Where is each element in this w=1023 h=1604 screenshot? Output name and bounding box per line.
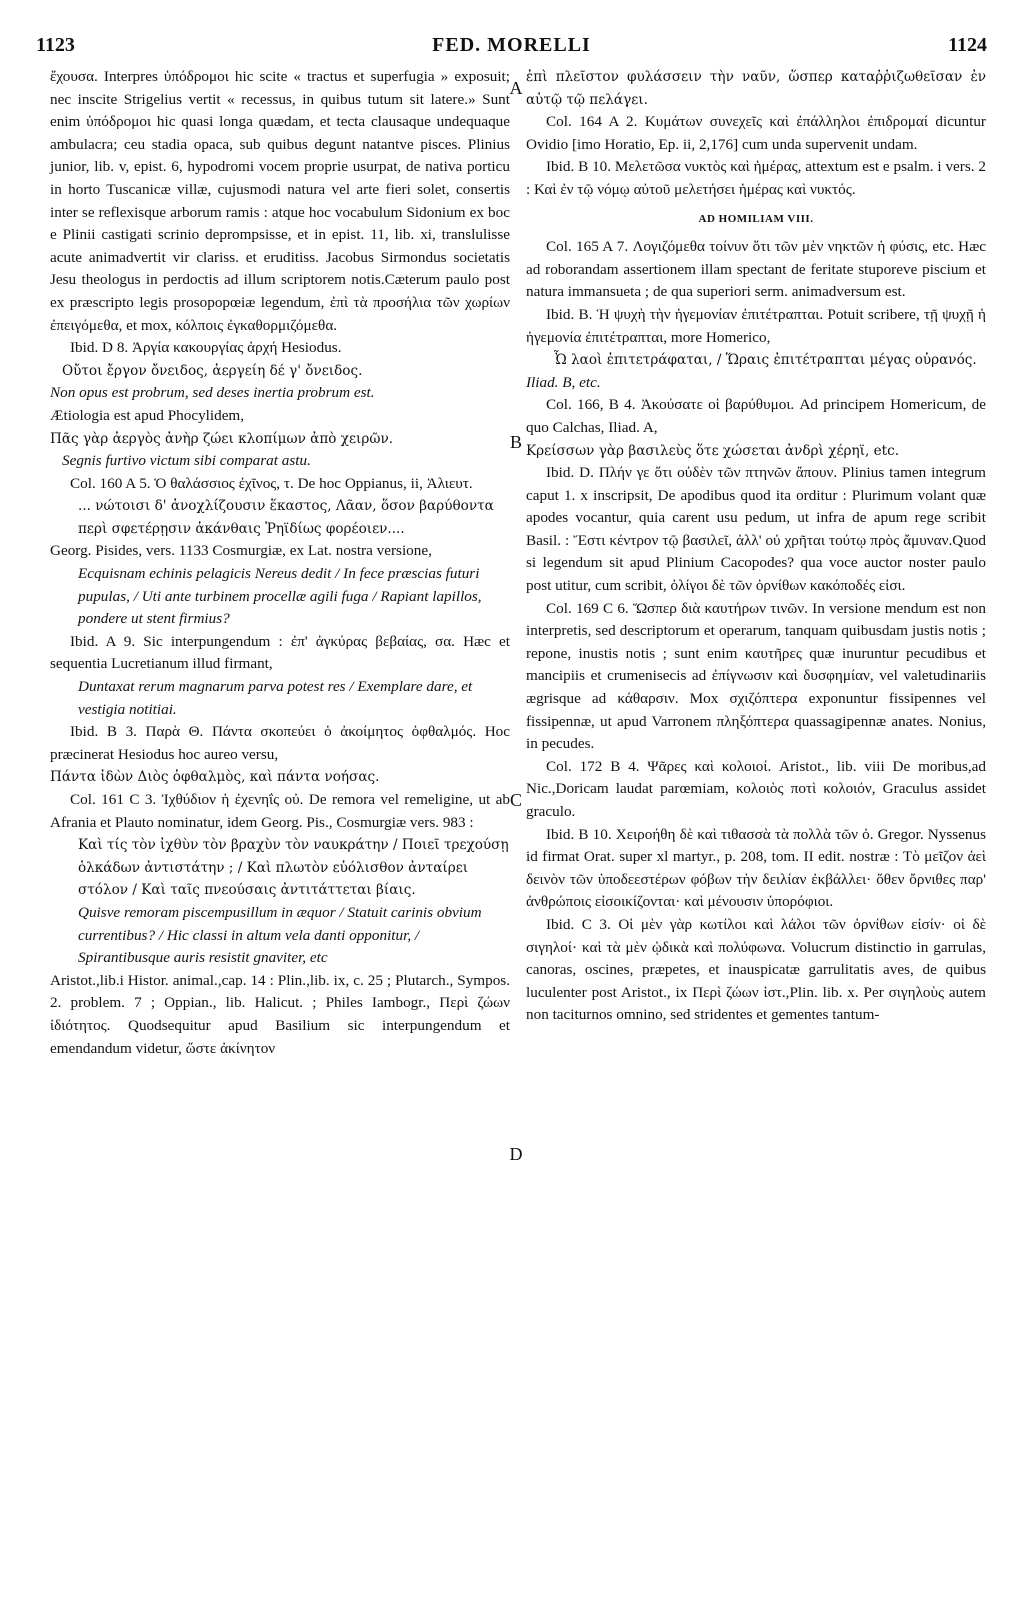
text-paragraph: Aristot.,lib.i Histor. animal.,cap. 14 : Plin.,lib. ix, c. 25 ; Plutarch., Sympos. 2. problem. 7 ; Oppian., lib. Halicut. ; Philes Iambogr., Περὶ ζώων ἰδιότητος. Quodsequitur apud Basilium sic interpungendum et emendandum videtur, ὥστε ἀκίνητον xyxy=(50,971,510,1057)
text-paragraph: Col. 160 A 5. Ὁ θαλάσσιος ἐχῖνος, τ. De hoc Oppianus, ii, Ἁλιευτ. xyxy=(70,474,473,492)
text-paragraph: Col. 166, B 4. Ἀκούσατε οἱ βαρύθυμοι. Ad principem Homericum, de quo Calchas, Iliad. A, xyxy=(526,396,986,436)
text-paragraph: Col. 169 C 6. Ὥσπερ διὰ καυτήρων τινῶν. In versione mendum est non interpretis, sed descriptorum et operarum, tanquam quibusdam justis notis ; repone, inustis notis ; sunt enim καυτῆρες quæ inuruntur pecudibus et mancipiis et crumenisecis ad ἐπίγνωσιν καὶ δυσφημίαν, vel valetudinariis ægrisque ad κάθαρσιν. Mox σχιζόπτερα exponuntur fissipennes vel fissipennæ, ut apud Varronem πληξόπτερα quassagipennæ anates. Nonius, in pecudes. xyxy=(526,599,986,753)
text-paragraph: Ibid. B 3. Παρὰ Θ. Πάντα σκοπεύει ὁ ἀκοίμητος ὀφθαλμός. Hoc præcinerat Hesiodus hoc aureo versu, xyxy=(50,723,510,763)
margin-letter-c: C xyxy=(509,790,522,810)
page-number-right: 1124 xyxy=(948,34,987,56)
text-paragraph: ἔχουσα. Interpres ὑπόδρομοι hic scite « tractus et superfugia » exposuit; nec inscite Strigelius vertit « recessus, in quibus tutum sit latere.» Sunt enim ὑπόδρομοι hic quasi longa quædam, et tecta clausaque undequaque ambulacra; ceu stadia opaca, sub quibus degunt natantve pisces. Plinius junior, lib. v, epist. 6, hypodromi vocem proprie usurpat, de nativa porticu in horto Tuscanicæ villæ, cujusmodi natura vel arte fieri solet, consertis inter se reflexisque arborum ramis : atque hoc vocabulum Sidonium ex boc e Plinii castigati scrinio deprompsisse, et in epist. 11, lib. xi, translulisse acute animadvertit vir clariss. et eruditiss. Jacobus Sirmondus societatis Jesu theologus in perdoctis ad illum scriptorem notis.Cæterum paulo post ex præscripto legis prosopopœiæ legendum, ἐπὶ τὰ προσήλια τῶν χωρίων ἐπειγόμεθα, et mox, κόλποις ἐγκαθορμιζόμεθα. xyxy=(50,68,510,334)
text-paragraph: Ibid. B 10. Μελετῶσα νυκτὸς καὶ ἡμέρας, attextum est e psalm. i vers. 2 : Καὶ ἐν τῷ νόμῳ αὐτοῦ μελετήσει ἡμέρας καὶ νυκτός. xyxy=(526,158,986,198)
page-number-left: 1123 xyxy=(36,34,75,56)
text-paragraph: Ætiologia est apud Phocylidem, xyxy=(50,406,245,424)
text-paragraph: Ὦ λαοὶ ἐπιτετράφαται, / Ὥραις ἐπιτέτραπται μέγας οὐρανός. xyxy=(554,352,977,369)
text-paragraph: Col. 164 A 2. Κυμάτων συνεχεῖς καὶ ἐπάλληλοι ἐπιδρομαί dicuntur Ovidio [imo Horatio, Ep. ii, 2,176] cum unda supervenit undam. xyxy=(526,113,986,153)
margin-letter-b: B xyxy=(509,432,522,452)
text-paragraph: Duntaxat rerum magnarum parva potest res / Exemplare dare, et vestigia notitiai. xyxy=(78,678,473,718)
left-column xyxy=(50,66,510,1060)
text-paragraph: ἐπὶ πλεῖστον φυλάσσειν τὴν ναῦν, ὥσπερ καταῤῥιζωθεῖσαν ἐν αὐτῷ τῷ πελάγει. xyxy=(526,69,986,108)
running-title: FED. MORELLI xyxy=(432,34,591,56)
text-paragraph: Ibid. D. Πλήν γε ὅτι οὐδὲν τῶν πτηνῶν ἄπουν. Plinius tamen integrum caput 1. x inscripsit, De apodibus quod ita orditur : Plurimum volant quæ apodes vocantur, quia carent usu pedum, ut infra de apum rege scribit Basil. : Ἔστι κέντρον τῷ βασιλεῖ, ἀλλ' οὐ χρῆται τούτῳ πρὸς ἄμυναν.Quod si legendum sit apud Plinium Cacopodes? qua voce auctor noster paulo post utitur, cum scribit, ὀλίγοι δὲ τῶν ὀρνίθων κακόποδές εἰσι. xyxy=(526,464,986,595)
text-paragraph: Κρείσσων γὰρ βασιλεὺς ὅτε χώσεται ἀνδρὶ χέρηϊ, etc. xyxy=(526,442,900,459)
text-paragraph: Ibid. B. Ἡ ψυχὴ τὴν ἡγεμονίαν ἐπιτέτραπται. Potuit scribere, τῇ ψυχῇ ἡ ἡγεμονία ἐπιτέτραπται, more Homerico, xyxy=(526,305,986,346)
text-paragraph: Iliad. B, etc. xyxy=(526,373,601,391)
text-paragraph: Πᾶς γὰρ ἀεργὸς ἀνὴρ ζώει κλοπίμων ἀπὸ χειρῶν. xyxy=(50,430,394,447)
margin-letter-a: A xyxy=(509,78,523,98)
text-paragraph: Πάντα ἰδὼν Διὸς ὀφθαλμὸς, καὶ πάντα νοήσας. xyxy=(50,769,380,786)
page-header xyxy=(36,34,987,64)
text-paragraph: Καὶ τίς τὸν ἰχθὺν τὸν βραχὺν τὸν ναυκράτην / Ποιεῖ τρεχούσῃ ὁλκάδων ἀντιστάτην ; / Καὶ πλωτὸν εὐόλισθον ἀνταίρει στόλον / Καὶ ταῖς πνεούσαις ἀντιτάττεται βίαις. xyxy=(78,837,509,899)
text-paragraph: Col. 161 C 3. Ἰχθύδιον ἡ ἐχενηΐς οὐ. De remora vel remeligine, ut ab Afrania et Plauto nominatur, idem Georg. Pis., Cosmurgiæ vers. 983 : xyxy=(50,791,510,831)
text-paragraph: Ecquisnam echinis pelagicis Nereus dedit / In fece præscias futuri pupulas, / Uti ante turbinem procellæ agili fuga / Rapiant lapillos, pondere ut stent firmius? xyxy=(78,565,482,628)
text-paragraph: Non opus est probrum, sed deses inertia probrum est. xyxy=(50,384,375,402)
text-paragraph: AD HOMILIAM VIII. xyxy=(698,212,814,225)
text-paragraph: Οὔτοι ἔργον ὄνειδος, ἀεργείη δέ γ' ὄνειδος. xyxy=(62,362,363,379)
text-paragraph: Ibid. B 10. Χειροήθη δὲ καὶ τιθασσὰ τὰ πολλὰ τῶν ὀ. Gregor. Nyssenus id firmat Orat. super xl martyr., p. 208, tom. II edit. nostræ : Τὸ μεῖζον ἀεὶ δεινὸν τῶν ὑποδεεστέρων φόβων τὴν δειλίαν ἐκβάλλει· ὅθεν ὄρνιθες παρ' ἀνθρώποις εἰσοικίζονται· καὶ μένουσιν ὑπορόφιοι. xyxy=(526,825,986,911)
text-paragraph: Quisve remoram piscempusillum in æquor / Statuit carinis obvium currentibus? / Hic classi in altum vela danti opponitur, / Spirantibusque auris resistit gnaviter, etc xyxy=(78,903,482,967)
text-paragraph: Col. 165 A 7. Λογιζόμεθα τοίνυν ὅτι τῶν μὲν νηκτῶν ἡ φύσις, etc. Hæc ad roborandam assertionem illam spectant de feritate stuporeve piscium et natura immansueta ; de qua superiori serm. animadversum est. xyxy=(526,238,986,301)
text-paragraph: Segnis furtivo victum sibi comparat astu. xyxy=(62,452,311,470)
text-paragraph: ... νώτοισι δ' ἀνοχλίζουσιν ἕκαστος, Λᾶαν, ὅσον βαρύθοντα περὶ σφετέρῃσιν ἀκάνθαις Ῥηϊδίως φορέοιεν.... xyxy=(78,498,494,537)
right-column xyxy=(526,66,986,1027)
text-paragraph: Georg. Pisides, vers. 1133 Cosmurgiæ, ex Lat. nostra versione, xyxy=(50,542,432,560)
text-paragraph: Ibid. D 8. Ἀργία κακουργίας ἀρχή Hesiodus. xyxy=(70,339,342,357)
text-paragraph: Col. 172 B 4. Ψᾶρες καὶ κολοιοί. Aristot., lib. viii De moribus,ad Nic.,Doricam laudat parœmiam, κολοιὸς ποτὶ κολοιόν, Graculus assidet graculo. xyxy=(526,757,986,820)
text-paragraph: Ibid. A 9. Sic interpungendum : ἐπ' ἀγκύρας βεβαίας, σα. Hæc et sequentia Lucretianum illud firmant, xyxy=(50,632,510,673)
margin-letter-d: D xyxy=(509,1144,523,1164)
text-paragraph: Ibid. C 3. Οἱ μὲν γὰρ κωτίλοι καὶ λάλοι τῶν ὀρνίθων εἰσίν· οἱ δὲ σιγηλοί· καὶ τὰ μὲν ᾠδικὰ καὶ πολύφωνα. Volucrum distinctio in garrulas, canoras, oscines, præpetes, et inauspicatæ garrulitatis aves, de quibus luculenter post Aristot., ix Περὶ ζώων ἱστ.,Plin. lib. x. Per σιγηλοὺς autem non taciturnos omnino, sed stridentes et gementes tantum- xyxy=(526,915,986,1024)
